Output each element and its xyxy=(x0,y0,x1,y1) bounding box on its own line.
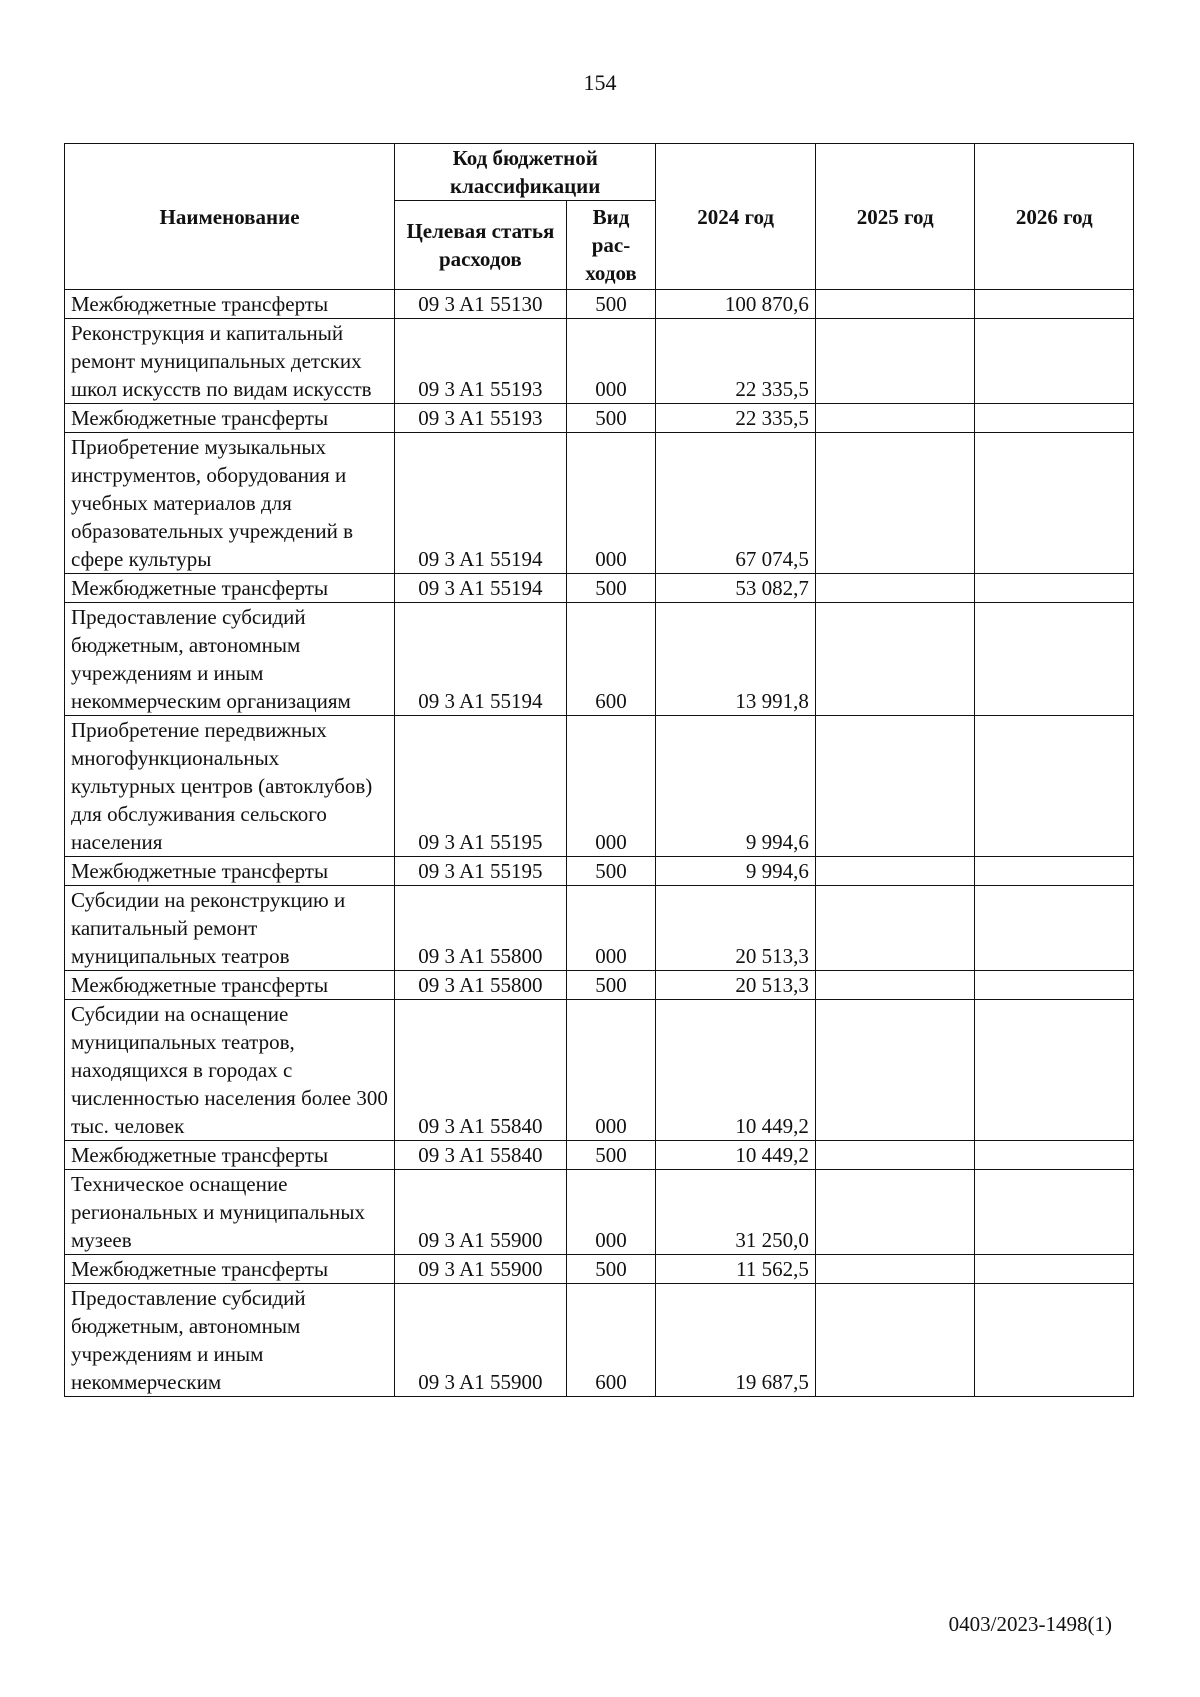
row-code: 09 3 A1 55800 xyxy=(395,971,567,1000)
row-2024: 100 870,6 xyxy=(656,290,816,319)
table-row xyxy=(65,1255,1134,1284)
row-2025 xyxy=(815,319,975,404)
table-row xyxy=(65,574,1134,603)
table-row xyxy=(65,290,1134,319)
table-row xyxy=(65,1284,1134,1397)
table-row xyxy=(65,404,1134,433)
budget-table xyxy=(64,143,1134,1397)
row-vid: 500 xyxy=(566,971,656,1000)
row-vid: 000 xyxy=(566,319,656,404)
row-code: 09 3 A1 55900 xyxy=(395,1284,567,1397)
table-row xyxy=(65,1141,1134,1170)
row-code: 09 3 A1 55840 xyxy=(395,1141,567,1170)
row-vid: 500 xyxy=(566,1255,656,1284)
row-vid: 600 xyxy=(566,603,656,716)
table-row xyxy=(65,716,1134,857)
header-kbk: Код бюджетной классификации xyxy=(395,144,656,201)
row-2025 xyxy=(815,716,975,857)
row-name: Приобретение передвижных многофункциональных культурных центров (автоклубов) для обслуживания сельского населения xyxy=(65,716,395,857)
row-2024: 9 994,6 xyxy=(656,716,816,857)
document-code: 0403/2023-1498(1) xyxy=(948,1612,1112,1636)
row-2026 xyxy=(975,404,1134,433)
row-2024: 13 991,8 xyxy=(656,603,816,716)
row-2025 xyxy=(815,1141,975,1170)
row-code: 09 3 A1 55194 xyxy=(395,603,567,716)
row-2025 xyxy=(815,404,975,433)
table-row xyxy=(65,433,1134,574)
row-2026 xyxy=(975,886,1134,971)
row-code: 09 3 A1 55840 xyxy=(395,1000,567,1141)
row-vid: 000 xyxy=(566,433,656,574)
row-code: 09 3 A1 55195 xyxy=(395,716,567,857)
row-vid: 600 xyxy=(566,1284,656,1397)
row-vid: 500 xyxy=(566,857,656,886)
row-2024: 20 513,3 xyxy=(656,971,816,1000)
header-celevaya: Целевая статья расходов xyxy=(395,201,567,290)
row-2025 xyxy=(815,603,975,716)
row-2025 xyxy=(815,290,975,319)
row-vid: 500 xyxy=(566,1141,656,1170)
table-row xyxy=(65,319,1134,404)
row-2026 xyxy=(975,1141,1134,1170)
row-2024: 31 250,0 xyxy=(656,1170,816,1255)
row-name: Реконструкция и капитальный ремонт муниципальных детских школ искусств по видам искусств xyxy=(65,319,395,404)
table-body xyxy=(65,290,1134,1397)
table-row xyxy=(65,603,1134,716)
table-row xyxy=(65,1170,1134,1255)
row-code: 09 3 A1 55800 xyxy=(395,886,567,971)
row-name: Межбюджетные трансферты xyxy=(65,290,395,319)
row-2026 xyxy=(975,574,1134,603)
row-2026 xyxy=(975,319,1134,404)
row-code: 09 3 A1 55194 xyxy=(395,433,567,574)
row-name: Межбюджетные трансферты xyxy=(65,857,395,886)
row-vid: 000 xyxy=(566,886,656,971)
row-code: 09 3 A1 55900 xyxy=(395,1255,567,1284)
page-number: 154 xyxy=(583,70,617,95)
row-2025 xyxy=(815,857,975,886)
row-vid: 000 xyxy=(566,716,656,857)
header-2025: 2025 год xyxy=(815,144,975,290)
row-name: Предоставление субсидий бюджетным, автономным учреждениям и иным некоммерческим организациям xyxy=(65,603,395,716)
row-code: 09 3 A1 55195 xyxy=(395,857,567,886)
row-name: Межбюджетные трансферты xyxy=(65,404,395,433)
table-header xyxy=(65,144,1134,290)
row-2026 xyxy=(975,1000,1134,1141)
row-2024: 22 335,5 xyxy=(656,404,816,433)
row-2024: 11 562,5 xyxy=(656,1255,816,1284)
header-vid: Вид рас- ходов xyxy=(566,201,656,290)
row-2025 xyxy=(815,433,975,574)
row-2024: 53 082,7 xyxy=(656,574,816,603)
row-2026 xyxy=(975,716,1134,857)
row-vid: 000 xyxy=(566,1170,656,1255)
row-code: 09 3 A1 55130 xyxy=(395,290,567,319)
row-name: Техническое оснащение региональных и муниципальных музеев xyxy=(65,1170,395,1255)
row-2026 xyxy=(975,1255,1134,1284)
table-row xyxy=(65,1000,1134,1141)
row-name: Межбюджетные трансферты xyxy=(65,1255,395,1284)
row-code: 09 3 A1 55193 xyxy=(395,319,567,404)
row-name: Межбюджетные трансферты xyxy=(65,574,395,603)
row-2025 xyxy=(815,1170,975,1255)
row-2026 xyxy=(975,971,1134,1000)
row-name: Субсидии на оснащение муниципальных театров, находящихся в городах с численностью населения более 300 тыс. человек xyxy=(65,1000,395,1141)
row-2026 xyxy=(975,1284,1134,1397)
row-2025 xyxy=(815,886,975,971)
table-row xyxy=(65,886,1134,971)
header-name: Наименование xyxy=(65,144,395,290)
row-2024: 67 074,5 xyxy=(656,433,816,574)
row-2025 xyxy=(815,1000,975,1141)
row-name: Приобретение музыкальных инструментов, оборудования и учебных материалов для образовательных учреждений в сфере культуры xyxy=(65,433,395,574)
row-2025 xyxy=(815,574,975,603)
row-code: 09 3 A1 55194 xyxy=(395,574,567,603)
row-2026 xyxy=(975,857,1134,886)
row-2024: 22 335,5 xyxy=(656,319,816,404)
table-row xyxy=(65,971,1134,1000)
row-vid: 500 xyxy=(566,574,656,603)
row-2024: 20 513,3 xyxy=(656,886,816,971)
row-vid: 500 xyxy=(566,404,656,433)
row-2026 xyxy=(975,1170,1134,1255)
row-2024: 10 449,2 xyxy=(656,1000,816,1141)
row-vid: 500 xyxy=(566,290,656,319)
header-2024: 2024 год xyxy=(656,144,816,290)
row-vid: 000 xyxy=(566,1000,656,1141)
row-2024: 19 687,5 xyxy=(656,1284,816,1397)
row-2026 xyxy=(975,290,1134,319)
row-2025 xyxy=(815,971,975,1000)
row-name: Субсидии на реконструкцию и капитальный ремонт муниципальных театров xyxy=(65,886,395,971)
row-name: Межбюджетные трансферты xyxy=(65,1141,395,1170)
row-name: Межбюджетные трансферты xyxy=(65,971,395,1000)
row-2026 xyxy=(975,433,1134,574)
row-2024: 9 994,6 xyxy=(656,857,816,886)
row-name: Предоставление субсидий бюджетным, автономным учреждениям и иным некоммерческим xyxy=(65,1284,395,1397)
row-code: 09 3 A1 55900 xyxy=(395,1170,567,1255)
row-code: 09 3 A1 55193 xyxy=(395,404,567,433)
header-2026: 2026 год xyxy=(975,144,1134,290)
table-row xyxy=(65,857,1134,886)
row-2026 xyxy=(975,603,1134,716)
row-2025 xyxy=(815,1284,975,1397)
row-2025 xyxy=(815,1255,975,1284)
row-2024: 10 449,2 xyxy=(656,1141,816,1170)
